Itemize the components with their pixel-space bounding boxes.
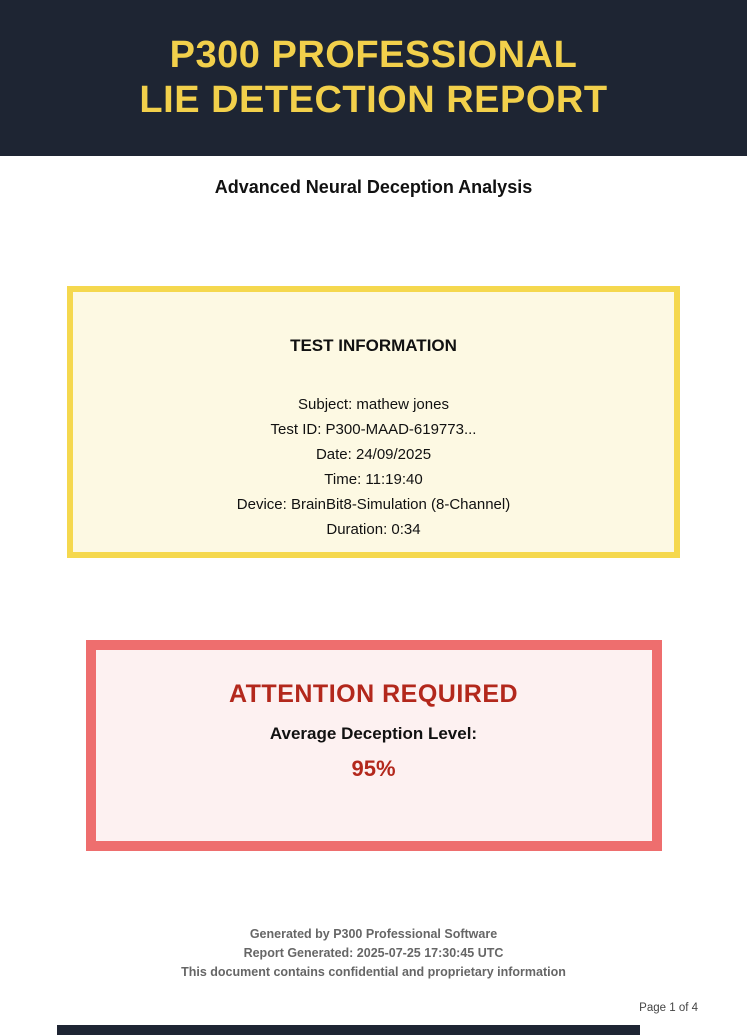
- field-test-id: Test ID: P300-MAAD-619773...: [270, 421, 477, 438]
- footer-generated-by: Generated by P300 Professional Software: [249, 927, 498, 941]
- footer-report-generated: Report Generated: 2025-07-25 17:30:45 UTC: [243, 946, 504, 960]
- attention-required-box: [86, 640, 662, 851]
- report-title-line1: P300 PROFESSIONAL: [169, 34, 578, 76]
- report-title: [139, 33, 607, 123]
- field-duration: Duration: 0:34: [326, 521, 421, 538]
- deception-level-value: 95%: [351, 756, 396, 781]
- field-time: Time: 11:19:40: [324, 471, 423, 488]
- field-date: Date: 24/09/2025: [315, 446, 432, 463]
- page-indicator: Page 1 of 4: [639, 1002, 698, 1014]
- test-information-title: TEST INFORMATION: [290, 336, 457, 355]
- report-header-banner: [0, 0, 747, 156]
- footer-confidentiality-notice: This document contains confidential and proprietary information: [181, 965, 566, 979]
- field-device: Device: BrainBit8-Simulation (8-Channel): [236, 496, 511, 513]
- report-footer: [0, 925, 747, 982]
- field-subject: Subject: mathew jones: [298, 396, 449, 413]
- next-page-header-strip: [57, 1025, 640, 1035]
- test-information-box: [67, 286, 680, 558]
- attention-required-title: ATTENTION REQUIRED: [228, 680, 519, 708]
- deception-level-label: Average Deception Level:: [269, 724, 478, 743]
- report-title-line2: LIE DETECTION REPORT: [139, 79, 608, 121]
- test-information-fields: [83, 392, 664, 542]
- report-subtitle: Advanced Neural Deception Analysis: [214, 177, 533, 197]
